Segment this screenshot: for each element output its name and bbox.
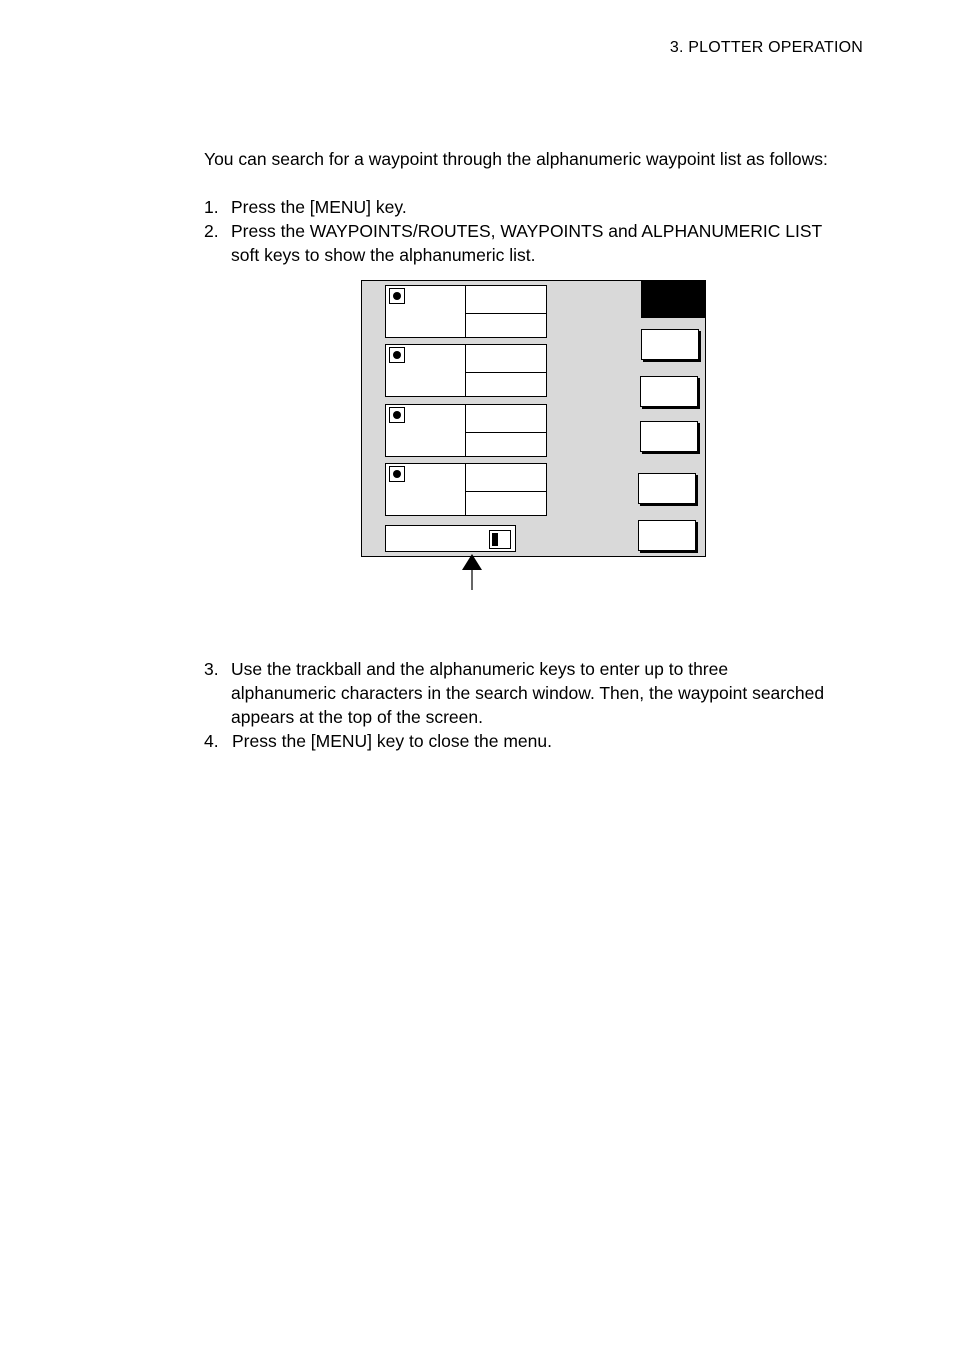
step-number: 3. [204,659,219,679]
softkey-3 [640,421,698,452]
waypoint-entry [385,404,547,457]
softkey-title-block [641,281,705,318]
step-text-line: Press the [MENU] key to close the menu. [232,731,552,751]
softkey-1 [641,329,699,360]
waypoint-entry [385,344,547,397]
entry-divider [466,491,547,492]
search-window [385,525,516,552]
softkey-4 [638,473,696,504]
entry-divider [466,372,547,373]
entry-name-cell [386,345,466,396]
step-number: 2. [204,221,219,241]
step-text-line: Use the trackball and the alphanumeric keys to enter up to three [231,659,729,679]
waypoint-dot-icon [389,466,405,482]
entry-name-cell [386,405,466,456]
waypoint-dot-icon [389,347,405,363]
arrow-up-icon [461,553,483,593]
step-number: 1. [204,197,219,217]
intro-paragraph: You can search for a waypoint through the alphanumeric waypoint list as follows: [204,149,828,169]
waypoint-dot-icon [389,288,405,304]
waypoint-dot-icon [389,407,405,423]
entry-divider [466,432,547,433]
waypoint-entry [385,285,547,338]
entry-name-cell [386,464,466,515]
step-text-line: appears at the top of the screen. [231,707,483,727]
entry-divider [466,313,547,314]
entry-name-cell [386,286,466,337]
softkey-2 [640,376,698,407]
alphanumeric-list-screen [361,280,706,557]
step-text-line: Press the WAYPOINTS/ROUTES, WAYPOINTS and ALPHANUMERIC LIST [231,221,823,241]
text-cursor-icon [489,530,511,549]
step-text-line: alphanumeric characters in the search window. Then, the waypoint searched [231,683,825,703]
step-text-line: soft keys to show the alphanumeric list. [231,245,536,265]
waypoint-entry [385,463,547,516]
step-text-line: Press the [MENU] key. [231,197,407,217]
step-number: 4. [204,731,219,751]
section-header: 3. PLOTTER OPERATION [669,39,863,56]
softkey-5 [638,520,696,551]
